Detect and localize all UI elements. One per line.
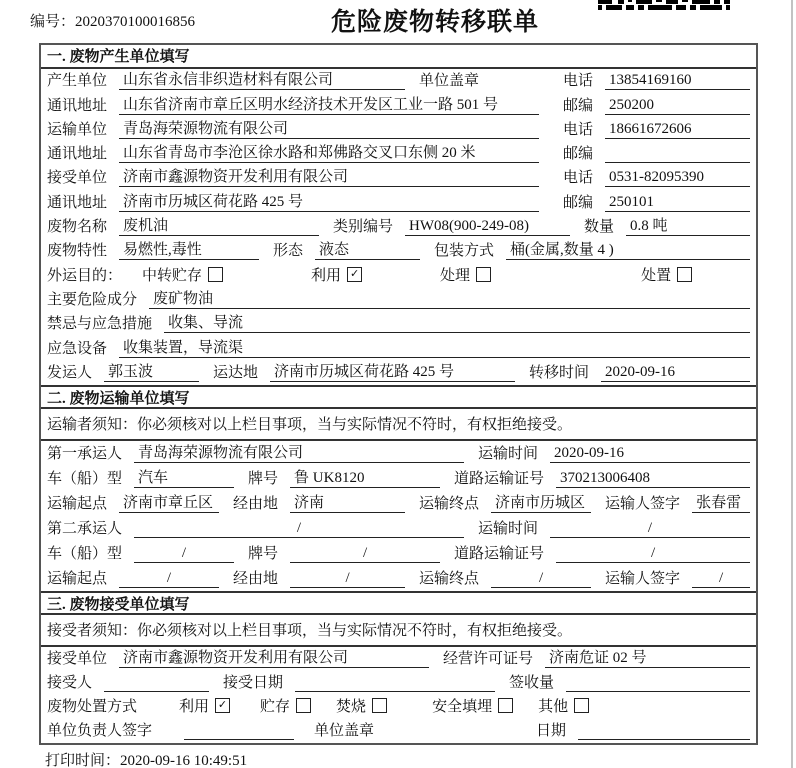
producer-unit-label: 产生单位 <box>47 73 108 90</box>
route-start-value: 济南市章丘区 <box>119 491 219 513</box>
producer-unit-value: 山东省永信非织造材料有限公司 <box>119 68 405 90</box>
carrier-sign-label: 运输人签字 <box>605 570 681 587</box>
operating-license-value: 济南危证 02 号 <box>545 646 750 668</box>
vehicle1-row <box>41 466 756 491</box>
second-carrier-row <box>41 516 756 541</box>
hazard-components-row <box>41 288 756 312</box>
responsible-sign-label: 单位负责人签字 <box>47 722 153 739</box>
address-label: 通讯地址 <box>47 194 108 211</box>
transporter-unit-label: 运输单位 <box>47 121 108 138</box>
waste-traits-label: 废物特性 <box>47 243 108 260</box>
accept-person-value <box>104 675 209 692</box>
transporter-address-value: 山东省青岛市李沧区徐水路和郑佛路交叉口东侧 20 米 <box>119 141 539 163</box>
waste-name-label: 废物名称 <box>47 219 108 236</box>
carrier-sign-label: 运输人签字 <box>605 495 681 512</box>
carrier-sign-value: 张春雷 <box>692 491 750 513</box>
doc-title: 危险废物转移联单 <box>330 9 539 36</box>
transport-time2-value: / <box>550 520 750 538</box>
waste-name-row <box>41 215 756 239</box>
route2-row <box>41 566 756 591</box>
print-time-label: 打印时间： <box>45 753 121 768</box>
route-end-label: 运输终点 <box>419 570 480 587</box>
unit-seal-label: 单位盖章 <box>419 73 480 90</box>
print-time <box>45 749 247 768</box>
taboo-measures-value: 收集、导流 <box>164 311 750 333</box>
dispatcher-value: 郭玉波 <box>104 360 199 382</box>
destination-value: 济南市历城区荷花路 425 号 <box>270 360 515 382</box>
route-end-label: 运输终点 <box>419 495 480 512</box>
route1-row <box>41 491 756 516</box>
transporter-notice: 运输者须知：你必须核对以上栏目事项，当与实际情况不符时，有权拒绝接受。 <box>41 409 756 441</box>
waste-name-value: 废机油 <box>119 214 319 236</box>
checkbox-utilize-checked: ✓ <box>347 267 362 282</box>
producer-address-row <box>41 93 756 117</box>
producer-address-value: 山东省济南市章丘区明水经济技术开发区工业一路 501 号 <box>119 93 539 115</box>
checkbox-treat <box>476 267 491 282</box>
responsible-sign-value <box>184 723 294 740</box>
receiver-address-value: 济南市历城区荷花路 425 号 <box>119 190 539 212</box>
route-start-label: 运输起点 <box>47 495 108 512</box>
accept-unit-label: 接受单位 <box>47 650 108 667</box>
checkbox-dispose <box>677 267 692 282</box>
section1-header: 一. 废物产生单位填写 <box>41 45 756 69</box>
plate-label: 牌号 <box>248 545 279 562</box>
disposal-option-landfill: 安全填埋 <box>432 695 513 716</box>
route-start2-value: / <box>119 570 219 588</box>
waste-qty-label: 数量 <box>584 219 615 236</box>
plate-value: 鲁 UK8120 <box>290 466 440 488</box>
emergency-equipment-row <box>41 336 756 360</box>
first-carrier-row <box>41 441 756 466</box>
route-via-label: 经由地 <box>233 495 279 512</box>
purpose-option-dispose: 处置 <box>641 264 692 285</box>
producer-phone-value: 13854169160 <box>605 72 750 90</box>
section-receiver <box>41 591 756 743</box>
taboo-measures-label: 禁忌与应急措施 <box>47 316 153 333</box>
transporter-zip-value <box>605 146 750 163</box>
receiver-zip-value: 250101 <box>605 194 750 212</box>
transporter-unit-row <box>41 118 756 142</box>
vehicle-type2-value: / <box>134 545 234 563</box>
disposal-option-store: 贮存 <box>260 695 311 716</box>
unit-seal-label: 单位盖章 <box>314 722 375 739</box>
phone-label: 电话 <box>563 121 594 138</box>
receiver-notice: 接受者须知：你必须核对以上栏目事项，当与实际情况不符时，有权拒绝接受。 <box>41 615 756 647</box>
checkbox-disposal-landfill <box>498 698 513 713</box>
second-carrier-label: 第二承运人 <box>47 520 123 537</box>
hazard-components-value: 废矿物油 <box>149 287 750 309</box>
transport-time-value: 2020-09-16 <box>550 445 750 463</box>
purpose-option-transfer-storage: 中转贮存 <box>142 264 223 285</box>
route-via-value: 济南 <box>290 491 405 513</box>
taboo-measures-row <box>41 312 756 336</box>
receiver-unit-label: 接受单位 <box>47 170 108 187</box>
road-license-value: 370213006408 <box>556 470 750 488</box>
emergency-equipment-label: 应急设备 <box>47 340 108 357</box>
road-license-label: 道路运输证号 <box>454 545 545 562</box>
accept-person-row <box>41 671 756 695</box>
phone-label: 电话 <box>563 170 594 187</box>
date-label: 日期 <box>536 722 567 739</box>
receiver-address-row <box>41 190 756 214</box>
hazard-components-label: 主要危险成分 <box>47 291 138 308</box>
checkbox-disposal-utilize-checked: ✓ <box>215 698 230 713</box>
plate-label: 牌号 <box>248 470 279 487</box>
producer-unit-row <box>41 69 756 93</box>
emergency-equipment-value: 收集装置，导流渠 <box>119 336 750 358</box>
outbound-purpose-row <box>41 263 756 287</box>
disposal-option-other: 其他 <box>538 695 589 716</box>
zip-label: 邮编 <box>563 194 594 211</box>
transfer-time-value: 2020-09-16 <box>601 364 750 382</box>
route-end-value: 济南市历城区 <box>491 491 591 513</box>
purpose-option-treat: 处理 <box>440 264 491 285</box>
accept-date-label: 接受日期 <box>223 674 284 691</box>
date-value <box>578 723 750 740</box>
receiver-phone-value: 0531-82095390 <box>605 169 750 187</box>
waste-form-value: 液态 <box>315 238 420 260</box>
waste-code-label: 类别编号 <box>333 219 394 236</box>
phone-label: 电话 <box>563 73 594 90</box>
vehicle-type-label: 车（船）型 <box>47 545 123 562</box>
receiver-unit-row <box>41 166 756 190</box>
operating-license-label: 经营许可证号 <box>443 650 534 667</box>
qr-code-fragment <box>598 0 730 10</box>
manifest-form <box>39 43 758 745</box>
waste-traits-row <box>41 239 756 263</box>
producer-zip-value: 250200 <box>605 97 750 115</box>
disposal-method-row <box>41 695 756 719</box>
checkbox-disposal-store <box>296 698 311 713</box>
waste-qty-value: 0.8 吨 <box>626 214 750 236</box>
doc-number-value: 2020370100016856 <box>75 14 196 30</box>
route-end2-value: / <box>491 570 591 588</box>
outbound-purpose-label: 外运目的： <box>47 267 123 284</box>
address-label: 通讯地址 <box>47 97 108 114</box>
page-edge-line <box>791 0 793 768</box>
route-via-label: 经由地 <box>233 570 279 587</box>
accept-unit-value: 济南市鑫源物资开发利用有限公司 <box>119 646 429 668</box>
transport-time-label: 运输时间 <box>478 445 539 462</box>
waste-form-label: 形态 <box>273 243 304 260</box>
dispatcher-label: 发运人 <box>47 364 93 381</box>
transporter-address-row <box>41 142 756 166</box>
responsible-sign-row <box>41 719 756 743</box>
accept-date-value <box>295 675 495 692</box>
route-via2-value: / <box>290 570 405 588</box>
vehicle2-row <box>41 541 756 566</box>
signed-quantity-label: 签收量 <box>509 674 555 691</box>
road-license2-value: / <box>556 545 750 563</box>
checkbox-transfer-storage <box>208 267 223 282</box>
zip-label: 邮编 <box>563 97 594 114</box>
disposal-option-incinerate: 焚烧 <box>336 695 387 716</box>
vehicle-type-value: 汽车 <box>134 466 234 488</box>
plate2-value: / <box>290 545 440 563</box>
doc-number-label: 编号： <box>30 14 76 30</box>
transfer-time-label: 转移时间 <box>529 364 590 381</box>
address-label: 通讯地址 <box>47 146 108 163</box>
checkbox-disposal-other <box>574 698 589 713</box>
road-license-label: 道路运输证号 <box>454 470 545 487</box>
vehicle-type-label: 车（船）型 <box>47 470 123 487</box>
second-carrier-value: / <box>134 520 464 538</box>
transporter-phone-value: 18661672606 <box>605 121 750 139</box>
print-time-value: 2020-09-16 10:49:51 <box>120 753 248 768</box>
section2-header: 二. 废物运输单位填写 <box>41 385 756 409</box>
waste-code-value: HW08(900-249-08) <box>405 218 570 236</box>
section3-header: 三. 废物接受单位填写 <box>41 591 756 615</box>
carrier-sign2-value: / <box>692 570 750 588</box>
first-carrier-value: 青岛海荣源物流有限公司 <box>134 441 464 463</box>
accept-unit-row <box>41 647 756 671</box>
waste-traits-value: 易燃性,毒性 <box>119 238 259 260</box>
purpose-option-utilize: 利用 ✓ <box>311 264 362 285</box>
receiver-unit-value: 济南市鑫源物资开发利用有限公司 <box>119 165 539 187</box>
checkbox-disposal-incinerate <box>372 698 387 713</box>
transport-time-label: 运输时间 <box>478 520 539 537</box>
dispatch-row <box>41 361 756 385</box>
section-producer <box>41 45 756 385</box>
route-start-label: 运输起点 <box>47 570 108 587</box>
transporter-unit-value: 青岛海荣源物流有限公司 <box>119 117 539 139</box>
disposal-option-utilize: 利用 ✓ <box>179 695 230 716</box>
first-carrier-label: 第一承运人 <box>47 445 123 462</box>
destination-label: 运达地 <box>213 364 259 381</box>
signed-quantity-value <box>566 675 750 692</box>
zip-label: 邮编 <box>563 146 594 163</box>
disposal-method-label: 废物处置方式 <box>47 698 138 715</box>
accept-person-label: 接受人 <box>47 674 93 691</box>
packing-label: 包装方式 <box>434 243 495 260</box>
packing-value: 桶(金属,数量 4 ) <box>506 238 750 260</box>
section-transporter <box>41 385 756 591</box>
